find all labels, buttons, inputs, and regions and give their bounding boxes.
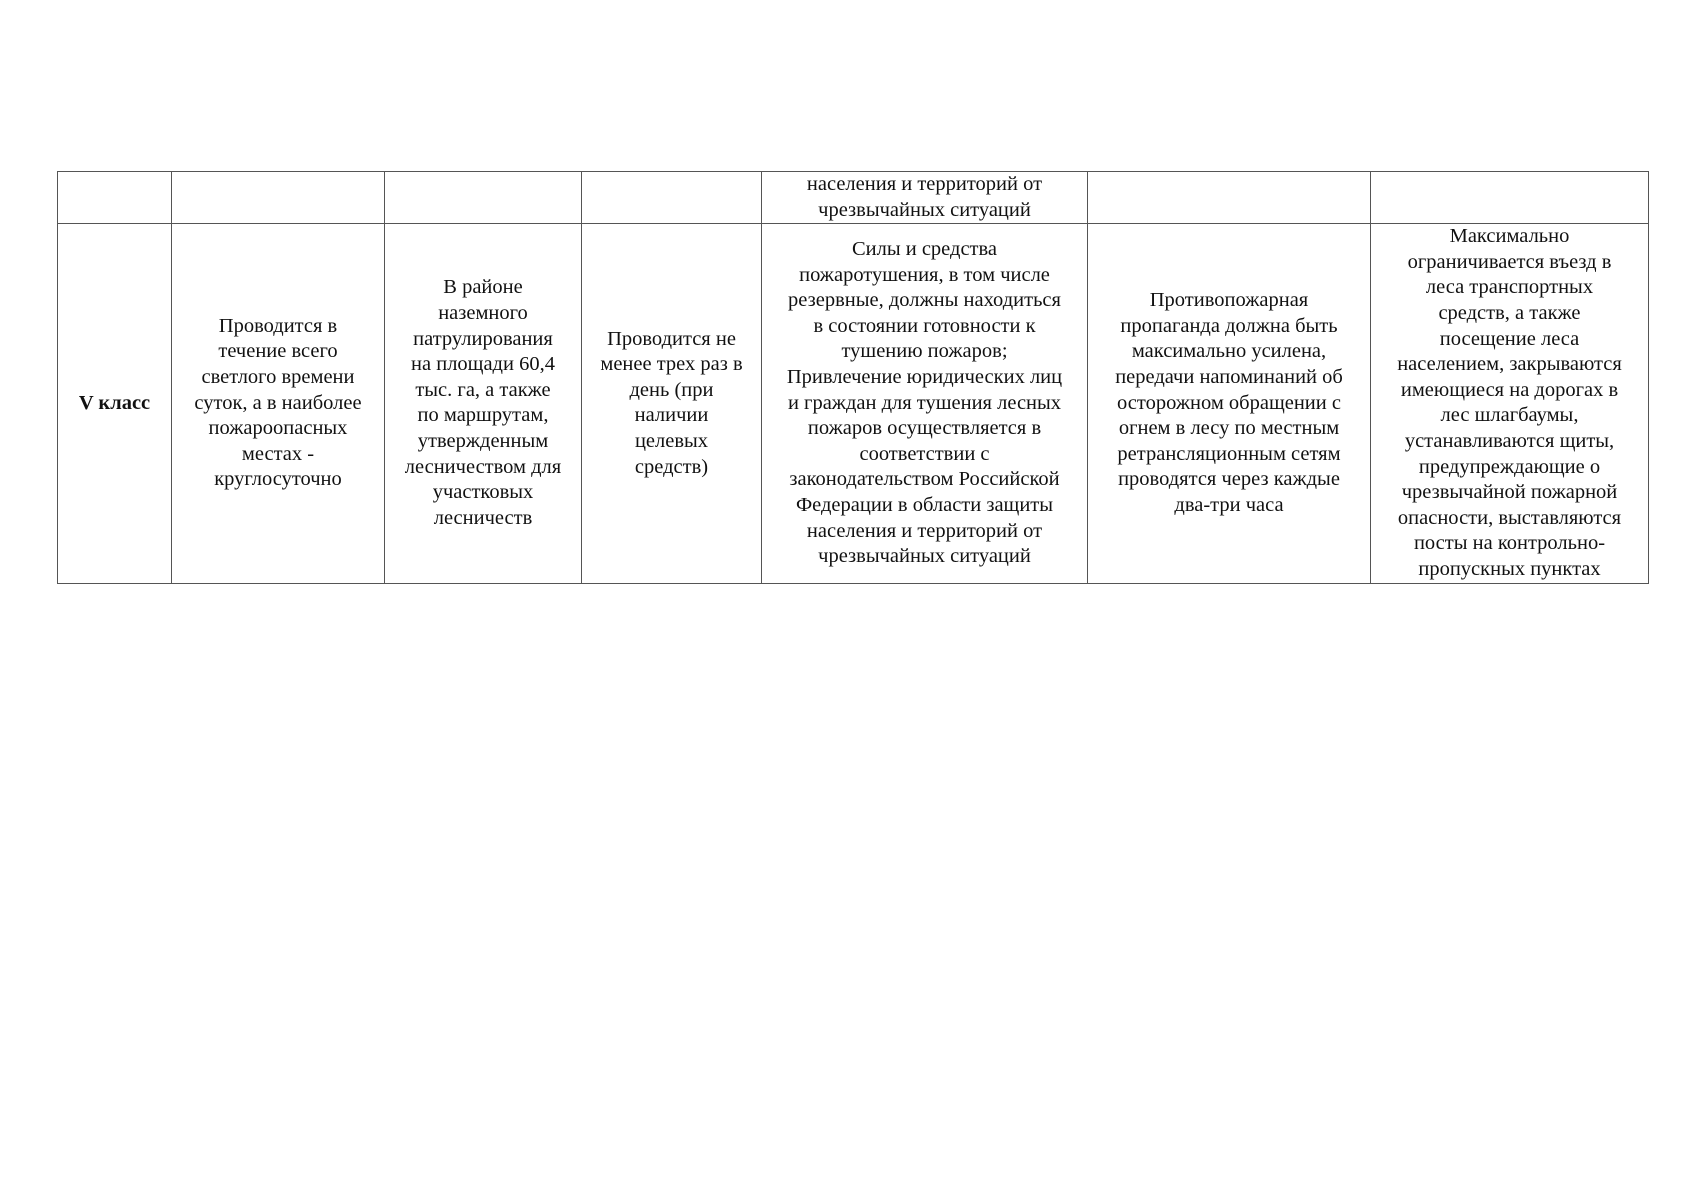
table-cell-empty [1088, 172, 1371, 224]
fire-danger-measures-table [57, 171, 1649, 584]
table-cell-forces-continuation: населения и территорий от чрезвычайных ситуаций [762, 172, 1088, 224]
table-cell-patrol-area: В районе наземного патрулирования на площади 60,4 тыс. га, а также по маршрутам, утвержденным лесничеством для участковых лесничеств [385, 224, 582, 583]
table-cell-propaganda: Противопожарная пропаганда должна быть максимально усилена, передачи напоминаний об осторожном обращении с огнем в лесу по местным ретрансляционным сетям проводятся через каждые два-три часа [1088, 224, 1371, 583]
table-cell-empty [172, 172, 385, 224]
table-cell-patrol-time: Проводится в течение всего светлого времени суток, а в наиболее пожароопасных местах - круглосуточно [172, 224, 385, 583]
table-cell-empty [58, 172, 172, 224]
table-cell-restrictions: Максимально ограничивается въезд в леса транспортных средств, а также посещение леса населением, закрываются имеющиеся на дорогах в лес шлагбаумы, устанавливаются щиты, предупреждающие о чрезвычайной пожарной опасности, выставляются посты на контрольно- пропускных пунктах [1371, 224, 1649, 583]
table-cell-firefighting-forces: Силы и средства пожаротушения, в том числе резервные, должны находиться в состоянии готовности к тушению пожаров; Привлечение юридических лиц и граждан для тушения лесных пожаров осуществляется в соответствии с законодательством Российской Федерации в области защиты населения и территорий от чрезвычайных ситуаций [762, 224, 1088, 583]
table-row-class-v [58, 224, 1649, 583]
table-row-continuation [58, 172, 1649, 224]
table-cell-class-label: V класс [58, 224, 172, 583]
table-cell-empty [1371, 172, 1649, 224]
table-cell-empty [385, 172, 582, 224]
table-cell-aerial-patrol: Проводится не менее трех раз в день (при наличии целевых средств) [582, 224, 762, 583]
table-cell-empty [582, 172, 762, 224]
